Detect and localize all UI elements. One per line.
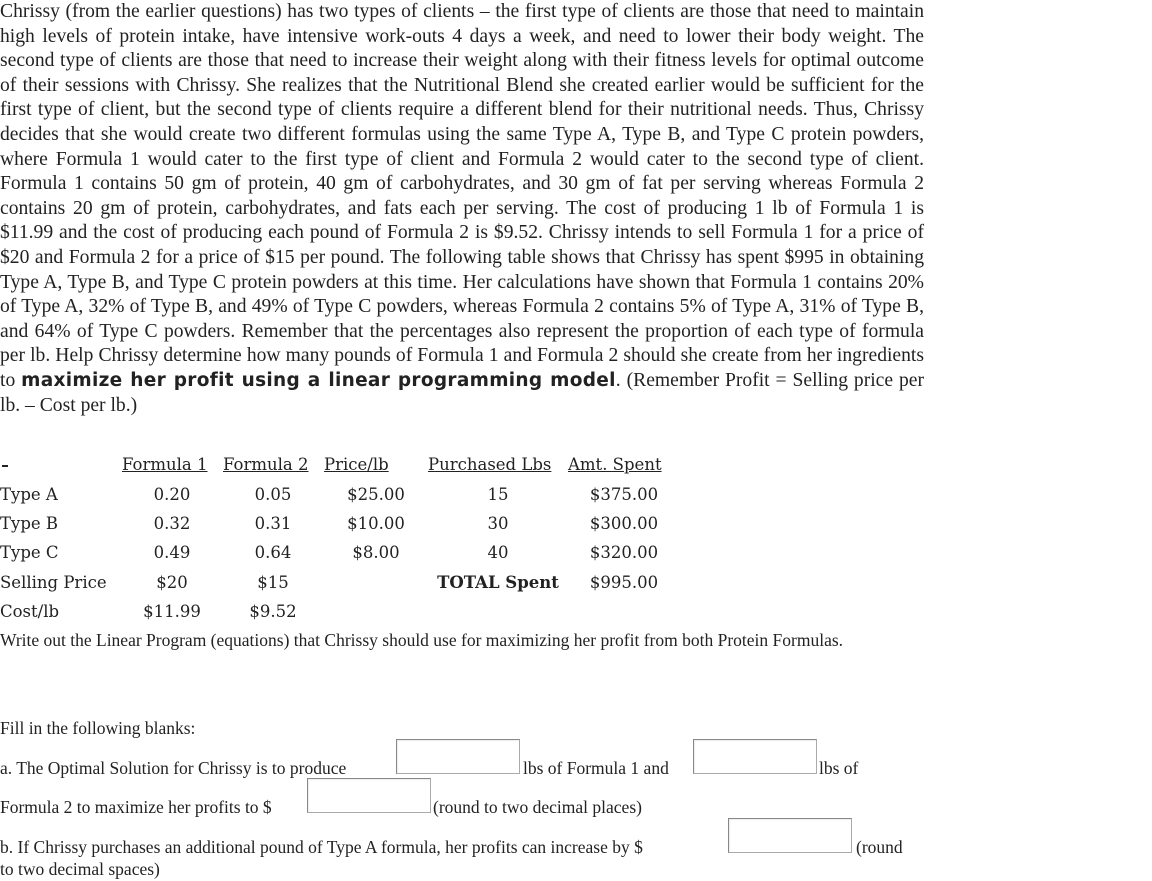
formula2-lbs-input[interactable] <box>693 739 817 774</box>
cell: 40 <box>487 543 509 562</box>
cell: 30 <box>487 514 509 533</box>
question-b-text-1: b. If Chrissy purchases an additional pound of Type A formula, her profits can increase by $ <box>0 837 643 857</box>
cell: $11.99 <box>143 602 201 621</box>
question-a-text-1: a. The Optimal Solution for Chrissy is to produce <box>0 758 347 778</box>
cell: $9.52 <box>249 602 297 621</box>
max-profit-input[interactable] <box>307 778 431 813</box>
cell: $10.00 <box>347 514 405 533</box>
cell: 0.49 <box>153 543 191 562</box>
question-a-text-4: Formula 2 to maximize her profits to $ <box>0 797 272 817</box>
header-price: Price/lb <box>324 455 389 474</box>
formula1-lbs-input[interactable] <box>396 739 520 774</box>
type-a-increase-input[interactable] <box>728 818 852 853</box>
problem-text-end: . (Remember Profit = Selling price per lb. – Cost per lb.) <box>0 369 924 416</box>
question-a-text-3: lbs of <box>819 758 859 778</box>
cell: $15 <box>257 573 289 592</box>
cell: $20 <box>156 573 188 592</box>
question-b-text-3: to two decimal spaces) <box>0 859 160 879</box>
cell: 0.05 <box>254 485 292 504</box>
total-spent-label: TOTAL Spent <box>437 573 559 592</box>
header-formula1: Formula 1 <box>122 455 208 474</box>
cell: $375.00 <box>589 485 659 504</box>
problem-text-main: Chrissy (from the earlier questions) has two types of clients – the first type of clients are those that need to maintain high levels of protein intake, have intensive work-outs 4 days a week, and need to lower their body weight. The second type of clients are those that need to increase their weight along with their fitness levels for optimal outcome of their sessions with Chrissy. She realizes that the Nutritional Blend she created earlier would be sufficient for the first type of client, but the second type of clients require a different blend for their nutritional needs. Thus, Chrissy decides that she would create two different formulas using the same Type A, Type B, and Type C protein powders, where Formula 1 would cater to the first type of client and Formula 2 would cater to the second type of client. Formula 1 contains 50 gm of protein, 40 gm of carbohydrates, and 30 gm of fat per serving whereas Formula 2 contains 20 gm of protein, carbohydrates, and fats each per serving. The cost of producing 1 lb of Formula 1 is $11.99 and the cost of producing each pound of Formula 2 is $9.52. Chrissy intends to sell Formula 1 for a price of $20 and Formula 2 for a price of $15 per pound. The following table shows that Chrissy has spent $995 in obtaining Type A, Type B, and Type C protein powders at this time. Her calculations have shown that Formula 1 contains 20% of Type A, 32% of Type B, and 49% of Type C powders, whereas Formula 2 contains 5% of Type A, 31% of Type B, and 64% of Type C powders. Remember that the percentages also represent the proportion of each type of formula per lb. Help Chrissy determine how many pounds of Formula 1 and Formula 2 should she create from her ingredients to <box>0 1 924 391</box>
header-purchased: Purchased Lbs <box>428 455 552 474</box>
instruction-text: Write out the Linear Program (equations) that Chrissy should use for maximizing her profit from both Protein Formulas. <box>0 630 844 650</box>
cell: $25.00 <box>347 485 405 504</box>
cell: 0.31 <box>254 514 292 533</box>
question-a-text-2: lbs of Formula 1 and <box>523 758 669 778</box>
cell: $320.00 <box>589 543 659 562</box>
cell: $300.00 <box>589 514 659 533</box>
cell: $8.00 <box>352 543 400 562</box>
problem-text-bold: maximize her profit using a linear programming model <box>21 369 616 391</box>
row-label-selling-price: Selling Price <box>0 573 107 592</box>
header-formula2: Formula 2 <box>223 455 309 474</box>
cell: 15 <box>487 485 509 504</box>
cell: 0.32 <box>153 514 191 533</box>
fill-blanks-label: Fill in the following blanks: <box>0 718 196 738</box>
problem-text <box>0 0 924 418</box>
row-label-type-a: Type A <box>0 485 58 504</box>
cell: 0.20 <box>153 485 191 504</box>
row-label-cost: Cost/lb <box>0 602 60 621</box>
table-underline-mark <box>2 465 8 467</box>
cell: 0.64 <box>254 543 292 562</box>
total-spent-value: $995.00 <box>589 573 659 592</box>
question-b-text-2: (round <box>856 837 903 857</box>
header-amount: Amt. Spent <box>568 455 662 474</box>
question-a-text-5: (round to two decimal places) <box>433 797 642 817</box>
row-label-type-c: Type C <box>0 543 59 562</box>
row-label-type-b: Type B <box>0 514 59 533</box>
